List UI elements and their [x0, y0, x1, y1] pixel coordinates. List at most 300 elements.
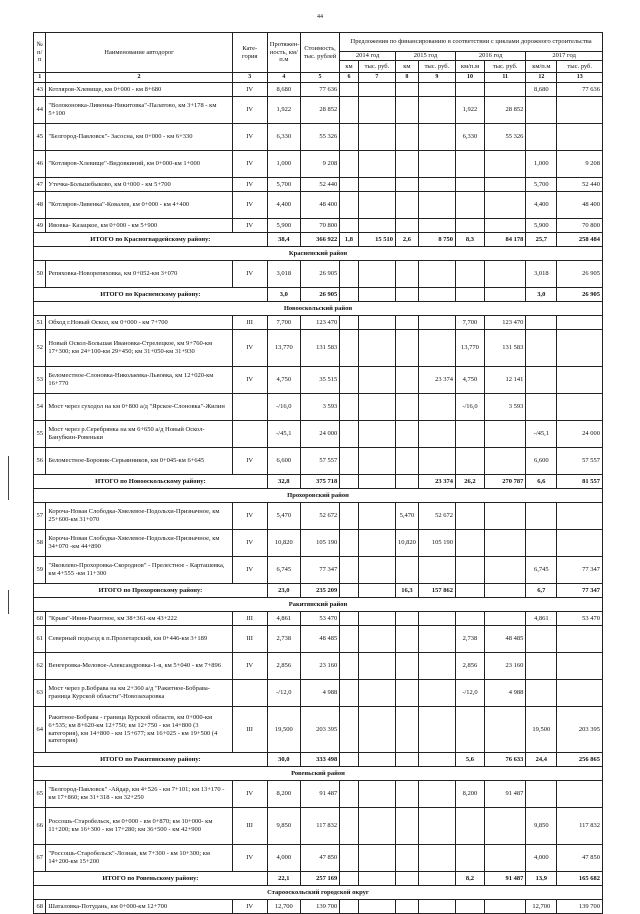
total-year-value: 6,7 — [526, 584, 557, 598]
road-name: Репяховка-Новорепяховка, км 0+052-км 3+070 — [46, 261, 232, 288]
year-value — [396, 330, 419, 367]
year-value: 3 593 — [484, 394, 525, 421]
row-number: 61 — [34, 626, 46, 653]
road-name: Беломестное-Слоновка-Николаевка-Львовка, км 12+020-км 16+770 — [46, 367, 232, 394]
road-name: Ивовка- Казацкое, км 0+000 - км 5+900 — [46, 219, 232, 233]
year-value: 52 440 — [557, 178, 603, 192]
year-value — [340, 124, 359, 151]
road-row — [34, 367, 603, 394]
road-row — [34, 448, 603, 475]
year-value: 91 487 — [484, 781, 525, 808]
year-value — [484, 192, 525, 219]
year-value — [418, 97, 455, 124]
row-number: 56 — [34, 448, 46, 475]
road-length: 3,018 — [267, 261, 300, 288]
road-length: 4,861 — [267, 612, 300, 626]
total-length: 38,4 — [267, 233, 300, 247]
road-length: 1,922 — [267, 97, 300, 124]
year-value — [456, 178, 485, 192]
year-value — [484, 900, 525, 914]
road-length: 1,000 — [267, 151, 300, 178]
total-year-value: 23 374 — [418, 475, 455, 489]
road-length: 4,750 — [267, 367, 300, 394]
year-value: 5,700 — [526, 178, 557, 192]
year-value — [396, 83, 419, 97]
year-value — [456, 557, 485, 584]
year-value — [557, 367, 603, 394]
road-cost: 55 326 — [300, 124, 339, 151]
total-cost: 257 169 — [300, 872, 339, 886]
year-value — [358, 97, 395, 124]
total-year-value: 5,6 — [456, 753, 485, 767]
row-number: 52 — [34, 330, 46, 367]
row-number: 49 — [34, 219, 46, 233]
year-value — [396, 124, 419, 151]
header-category: Кате-гория — [232, 33, 267, 73]
total-label: ИТОГО по Красненскому району: — [34, 288, 268, 302]
total-label: ИТОГО по Ракитянскому району: — [34, 753, 268, 767]
year-value — [340, 530, 359, 557]
district-total-row — [34, 872, 603, 886]
year-value: 131 583 — [484, 330, 525, 367]
year-value — [396, 781, 419, 808]
road-name: Утечка-Большебыково, км 0+000 - км 5+700 — [46, 178, 232, 192]
road-row — [34, 316, 603, 330]
column-number: 6 — [340, 73, 359, 83]
road-cost: 9 208 — [300, 151, 339, 178]
road-category — [232, 394, 267, 421]
district-header-row — [34, 598, 603, 612]
column-number: 7 — [358, 73, 395, 83]
total-year-value — [358, 475, 395, 489]
year-value: 13,770 — [456, 330, 485, 367]
district-header-row — [34, 489, 603, 503]
year-value: 4,861 — [526, 612, 557, 626]
header-year: 2016 год — [456, 52, 526, 61]
year-value — [418, 219, 455, 233]
total-label: ИТОГО по Новооскольскому району: — [34, 475, 268, 489]
column-number: 9 — [418, 73, 455, 83]
total-length: 23,0 — [267, 584, 300, 598]
year-value — [526, 124, 557, 151]
total-year-value — [418, 872, 455, 886]
header-num: № п/п — [34, 33, 46, 73]
road-row — [34, 626, 603, 653]
year-value — [358, 316, 395, 330]
year-value — [358, 261, 395, 288]
year-value — [456, 192, 485, 219]
total-year-value: 6,6 — [526, 475, 557, 489]
total-year-value: 2,6 — [396, 233, 419, 247]
total-cost: 333 498 — [300, 753, 339, 767]
road-name: Шаталовка-Потудань, км 0+000-км 12+700 — [46, 900, 232, 914]
header-cost: Стоимость, тыс. рублей — [300, 33, 339, 73]
road-row — [34, 530, 603, 557]
road-row — [34, 900, 603, 914]
road-name: Мост через р.Серебрянка на км 6+650 а/д Новый Оскол-Банубкин-Ровеньки — [46, 421, 232, 448]
road-category: IV — [232, 178, 267, 192]
total-length: 22,1 — [267, 872, 300, 886]
year-value — [340, 626, 359, 653]
road-name: "Белгород-Павловск"- Засосна, км 0+000 - км 6+330 — [46, 124, 232, 151]
column-number: 2 — [46, 73, 232, 83]
year-value — [484, 178, 525, 192]
year-value — [396, 97, 419, 124]
margin-mark — [8, 590, 10, 614]
year-value: 28 852 — [484, 97, 525, 124]
year-value — [484, 261, 525, 288]
total-year-value: 91 487 — [484, 872, 525, 886]
total-year-value — [358, 753, 395, 767]
road-name: "Россошь-Старобельск"-Лозная, км 7+300 - км 10+300; км 14+200-км 15+200 — [46, 845, 232, 872]
header-length: Протяжен-ность, км/п.м — [267, 33, 300, 73]
road-category: IV — [232, 900, 267, 914]
year-value — [418, 808, 455, 845]
row-number: 51 — [34, 316, 46, 330]
year-value: -/16,0 — [456, 394, 485, 421]
year-value: 3,018 — [526, 261, 557, 288]
year-value — [340, 261, 359, 288]
total-year-value — [396, 475, 419, 489]
year-value — [484, 612, 525, 626]
header-name: Наименование автодорог — [46, 33, 232, 73]
year-value: 57 557 — [557, 448, 603, 475]
district-name: Ракитянский район — [34, 598, 603, 612]
road-row — [34, 680, 603, 707]
district-total-row — [34, 233, 603, 247]
road-name: Мост через р.Бобрава на км 2+360 а/д "Ракитное-Бобрава-граница Курской области"-Новозахаровка — [46, 680, 232, 707]
year-value — [456, 612, 485, 626]
road-category: IV — [232, 192, 267, 219]
year-value — [396, 808, 419, 845]
total-year-value — [358, 584, 395, 598]
header-year: 2014 год — [340, 52, 396, 61]
year-value — [484, 219, 525, 233]
year-value — [418, 707, 455, 753]
year-value: 5,470 — [396, 503, 419, 530]
road-category: III — [232, 612, 267, 626]
total-year-value — [418, 753, 455, 767]
year-value — [358, 900, 395, 914]
year-value — [456, 219, 485, 233]
road-length: 13,770 — [267, 330, 300, 367]
header-unit: км/п.м — [456, 61, 485, 73]
year-value: 55 326 — [484, 124, 525, 151]
year-value — [418, 612, 455, 626]
year-value — [358, 781, 395, 808]
year-value — [456, 448, 485, 475]
year-value — [396, 845, 419, 872]
header-unit: тыс. руб. — [557, 61, 603, 73]
year-value — [484, 448, 525, 475]
road-name: "Котляров-Хлевище"-Видовкиний, км 0+000-км 1+000 — [46, 151, 232, 178]
year-value — [418, 781, 455, 808]
year-value — [526, 626, 557, 653]
year-value — [340, 394, 359, 421]
road-cost: 24 000 — [300, 421, 339, 448]
total-label: ИТОГО по Красногвардейскому району: — [34, 233, 268, 247]
year-value: 47 850 — [557, 845, 603, 872]
road-length: 2,856 — [267, 653, 300, 680]
road-category: IV — [232, 845, 267, 872]
year-value — [484, 151, 525, 178]
year-value — [340, 900, 359, 914]
year-value: 48 485 — [484, 626, 525, 653]
road-cost: 131 583 — [300, 330, 339, 367]
year-value — [557, 626, 603, 653]
year-value — [396, 448, 419, 475]
column-number: 12 — [526, 73, 557, 83]
year-value — [396, 557, 419, 584]
road-name: Ракитное-Бобрава - граница Курской области, км 0+000-км 6+535; км 8+620-км 12+750; км 12+750 - км 14+800 (3 категория), км 14+800 - км 15+677; км 16+025 - км 19+500 (4 категория) — [46, 707, 232, 753]
road-cost: 48 485 — [300, 626, 339, 653]
year-value — [396, 316, 419, 330]
year-value — [358, 680, 395, 707]
year-value — [484, 83, 525, 97]
total-year-value: 15 510 — [358, 233, 395, 247]
year-value — [557, 394, 603, 421]
road-length: 8,680 — [267, 83, 300, 97]
road-row — [34, 83, 603, 97]
road-category: IV — [232, 261, 267, 288]
road-name: Беломестное-Боровик-Серьянников, км 0+045-км 6+645 — [46, 448, 232, 475]
district-header-row — [34, 302, 603, 316]
header-year: 2015 год — [396, 52, 456, 61]
row-number: 62 — [34, 653, 46, 680]
road-category: IV — [232, 530, 267, 557]
road-row — [34, 394, 603, 421]
road-length: -/12,0 — [267, 680, 300, 707]
total-year-value — [484, 288, 525, 302]
year-value — [557, 330, 603, 367]
column-number: 13 — [557, 73, 603, 83]
total-length: 30,0 — [267, 753, 300, 767]
year-value — [456, 707, 485, 753]
total-year-value: 13,9 — [526, 872, 557, 886]
row-number: 67 — [34, 845, 46, 872]
road-cost: 77 347 — [300, 557, 339, 584]
year-value: 6,745 — [526, 557, 557, 584]
header-unit: км — [396, 61, 419, 73]
road-category: III — [232, 316, 267, 330]
row-number: 50 — [34, 261, 46, 288]
year-value — [526, 680, 557, 707]
road-length: 7,700 — [267, 316, 300, 330]
year-value — [418, 330, 455, 367]
year-value: 70 800 — [557, 219, 603, 233]
road-category: III — [232, 707, 267, 753]
year-value: 203 395 — [557, 707, 603, 753]
year-value — [340, 503, 359, 530]
year-value — [396, 367, 419, 394]
column-number: 8 — [396, 73, 419, 83]
year-value: 23 160 — [484, 653, 525, 680]
column-numbers-row — [34, 73, 603, 83]
year-value — [358, 367, 395, 394]
header-unit: тыс. руб. — [418, 61, 455, 73]
year-value — [456, 83, 485, 97]
road-row — [34, 178, 603, 192]
year-value — [340, 808, 359, 845]
road-category: IV — [232, 448, 267, 475]
total-year-value: 8 750 — [418, 233, 455, 247]
road-row — [34, 557, 603, 584]
year-value — [526, 781, 557, 808]
road-length: 10,820 — [267, 530, 300, 557]
row-number: 66 — [34, 808, 46, 845]
header-unit: тыс. руб. — [358, 61, 395, 73]
total-year-value — [340, 288, 359, 302]
year-value: 52 672 — [418, 503, 455, 530]
road-category: IV — [232, 330, 267, 367]
year-value: 19,500 — [526, 707, 557, 753]
year-value — [396, 612, 419, 626]
year-value: 6,330 — [456, 124, 485, 151]
road-name: Короча-Новая Слободка-Хмелевое-Подольхи-Призначное, км 25+600-км 31+070 — [46, 503, 232, 530]
year-value: 9 208 — [557, 151, 603, 178]
row-number: 68 — [34, 900, 46, 914]
year-value — [358, 330, 395, 367]
total-year-value: 3,0 — [526, 288, 557, 302]
road-length: -/45,1 — [267, 421, 300, 448]
year-value — [557, 316, 603, 330]
row-number: 65 — [34, 781, 46, 808]
row-number: 48 — [34, 192, 46, 219]
road-length: 6,745 — [267, 557, 300, 584]
year-value — [358, 612, 395, 626]
row-number: 47 — [34, 178, 46, 192]
year-value: 4 988 — [484, 680, 525, 707]
road-name: "Волоконовка-Ливенка-Никитовка"-Палатово, км 3+178 - км 5+100 — [46, 97, 232, 124]
road-category: IV — [232, 557, 267, 584]
road-row — [34, 124, 603, 151]
total-year-value — [484, 584, 525, 598]
road-cost: 3 593 — [300, 394, 339, 421]
road-row — [34, 261, 603, 288]
row-number: 59 — [34, 557, 46, 584]
road-name: Короча-Новая Слободка-Хмелевое-Подольхи-Призначное, км 34+070 -км 44+890 — [46, 530, 232, 557]
year-value — [456, 261, 485, 288]
total-year-value: 157 862 — [418, 584, 455, 598]
district-name: Красненский район — [34, 247, 603, 261]
row-number: 55 — [34, 421, 46, 448]
road-category: IV — [232, 124, 267, 151]
road-length: 6,330 — [267, 124, 300, 151]
year-value: 48 400 — [557, 192, 603, 219]
road-row — [34, 808, 603, 845]
road-category: IV — [232, 653, 267, 680]
year-value — [557, 653, 603, 680]
year-value — [418, 124, 455, 151]
total-year-value: 25,7 — [526, 233, 557, 247]
road-row — [34, 330, 603, 367]
year-value: 26 905 — [557, 261, 603, 288]
road-cost: 52 672 — [300, 503, 339, 530]
district-name: Ровеньский район — [34, 767, 603, 781]
road-category: III — [232, 808, 267, 845]
total-year-value — [358, 288, 395, 302]
year-value — [358, 707, 395, 753]
year-value — [340, 680, 359, 707]
road-length: 4,400 — [267, 192, 300, 219]
year-value: 1,000 — [526, 151, 557, 178]
year-value — [358, 557, 395, 584]
total-year-value: 84 178 — [484, 233, 525, 247]
total-year-value: 26,2 — [456, 475, 485, 489]
column-number: 11 — [484, 73, 525, 83]
year-value — [340, 612, 359, 626]
year-value — [526, 316, 557, 330]
total-label: ИТОГО по Ровеньскому району: — [34, 872, 268, 886]
year-value — [396, 151, 419, 178]
road-row — [34, 421, 603, 448]
road-cost: 26 905 — [300, 261, 339, 288]
road-category: IV — [232, 367, 267, 394]
year-value — [418, 394, 455, 421]
row-number: 57 — [34, 503, 46, 530]
total-year-value — [340, 753, 359, 767]
row-number: 64 — [34, 707, 46, 753]
year-value — [418, 316, 455, 330]
year-value — [557, 124, 603, 151]
total-year-value — [456, 288, 485, 302]
year-value — [456, 845, 485, 872]
year-value — [418, 192, 455, 219]
year-value — [340, 316, 359, 330]
year-value: 1,922 — [456, 97, 485, 124]
year-value — [557, 680, 603, 707]
road-row — [34, 612, 603, 626]
road-category — [232, 680, 267, 707]
total-length: 32,8 — [267, 475, 300, 489]
district-total-row — [34, 288, 603, 302]
road-name: Северный подъезд к п.Пролетарский, км 0+446-км 3+189 — [46, 626, 232, 653]
road-name: "Котляров-Ливенка"-Ковалев, км 0+000 - км 4+400 — [46, 192, 232, 219]
year-value — [340, 448, 359, 475]
year-value — [557, 530, 603, 557]
row-number: 53 — [34, 367, 46, 394]
year-value: 4,400 — [526, 192, 557, 219]
year-value — [358, 845, 395, 872]
year-value — [557, 97, 603, 124]
year-value — [396, 680, 419, 707]
year-value: 8,200 — [456, 781, 485, 808]
road-row — [34, 707, 603, 753]
road-name: Новый Оскол-Большая Ивановка-Стрелецкое, км 9+760-км 17+300; км 24+100-км 29+450; км 31+050-км 31+930 — [46, 330, 232, 367]
total-year-value: 270 787 — [484, 475, 525, 489]
year-value — [526, 367, 557, 394]
year-value — [557, 503, 603, 530]
total-year-value: 1,8 — [340, 233, 359, 247]
road-name: Мост через суходол на км 0+800 а/д "Ярское-Слоновка"-Жилин — [46, 394, 232, 421]
year-value — [526, 503, 557, 530]
year-value — [484, 808, 525, 845]
road-row — [34, 151, 603, 178]
year-value — [358, 626, 395, 653]
year-value: 4,750 — [456, 367, 485, 394]
year-value — [456, 530, 485, 557]
year-value — [526, 530, 557, 557]
total-year-value: 77 347 — [557, 584, 603, 598]
road-category: III — [232, 626, 267, 653]
road-cost: 23 160 — [300, 653, 339, 680]
road-cost: 28 852 — [300, 97, 339, 124]
year-value — [396, 261, 419, 288]
header-unit: тыс. руб. — [484, 61, 525, 73]
table-body — [34, 83, 603, 914]
road-length: -/16,0 — [267, 394, 300, 421]
year-value — [418, 626, 455, 653]
